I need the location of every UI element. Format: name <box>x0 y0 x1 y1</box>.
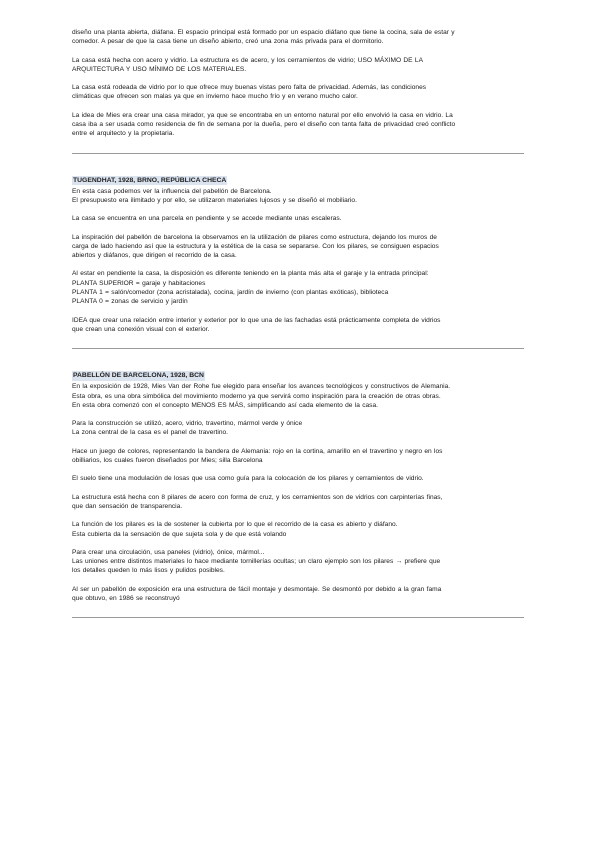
section-tugendhat <box>72 169 528 335</box>
barcelona-paragraph-4: El suelo tiene una modulación de losas que usa como guía para la colocación de los pilares y cerramientos de vidrio. <box>72 475 424 483</box>
tugendhat-paragraph-2: La casa se encuentra en una parcela en pendiente y se accede mediante unas escaleras. <box>72 215 342 223</box>
barcelona-paragraph-2: Para la construcción se utilizó, acero, vidrio, travertino, mármol verde y ónice La zona central de la casa es el panel de travertino. <box>72 420 303 437</box>
intro-paragraph-4: La idea de Mies era crear una casa mirador, ya que se encontraba en un entorno natural por ello envolvió la casa en vidrio. La casa iba a ser usada como residencia de fin de semana por la dueña, pero el diseño con tanta falta de privacidad creó conflicto entre el arquitecto y la propietaria. <box>72 111 456 138</box>
tugendhat-paragraph-1: En esta casa podemos ver la influencia del pabellón de Barcelona. El presupuesto era ilimitado y por ello, se utilizaron materiales lujosos y se diseñó el mobiliario. <box>72 187 357 204</box>
tugendhat-paragraph-5: IDEA que crear una relación entre interior y exterior por lo que una de las fachadas está prácticamente completa de vidrios que crean una conexión visual con el exterior. <box>72 316 441 333</box>
intro-paragraph-2: La casa está hecha con acero y vidrio. La estructura es de acero, y los cerramientos de vidrio; USO MÁXIMO DE LA ARQUITECTURA Y USO MÍNIMO DE LOS MATERIALES. <box>72 56 423 73</box>
barcelona-paragraph-6: La función de los pilares es la de sostener la cubierta por lo que el recorrido de la casa es abierto y diáfano. Esta cubierta da la sensación de que sujeta sola y de que está volando <box>72 521 398 538</box>
section-barcelona <box>72 364 528 603</box>
barcelona-paragraph-7: Para crear una circulación, usa paneles (vidrio), ónice, mármol... Las uniones entre distintos materiales lo hace mediante tornillerías ocultas; un claro ejemplo son los pilares → prefiere que los detalles queden lo más lisos y pulidos posibles. <box>72 548 441 575</box>
barcelona-paragraph-3: Hace un juego de colores, representando la bandera de Alemania: rojo en la cortina, amarillo en el travertino y negro en los obilliarios, los cuales fueron diseñados por Mies; silla Barcelona <box>72 447 443 465</box>
section-divider <box>72 617 524 618</box>
tugendhat-paragraph-4: Al estar en pendiente la casa, la disposición es diferente teniendo en la planta más alta el garaje y la entrada principal: PLANTA SUPERIOR = garaje y habitaciones PLANTA 1 = salón/comedor (zona acristalada), cocina, jardín de invierno (con plantas exóticas), biblioteca PLANTA 0 = zonas de servicio y jardín <box>72 270 429 306</box>
section-heading: TUGENDHAT, 1928, BRNO, REPÚBLICA CHECA <box>73 176 227 184</box>
section-divider <box>72 348 524 349</box>
barcelona-paragraph-8: Al ser un pabellón de exposición era una estructura de fácil montaje y desmontaje. Se desmontó por debido a la gran fama que obtuvo, en 1986 se reconstruyó <box>72 585 442 602</box>
barcelona-paragraph-5: La estructura está hecha con 8 pilares de acero con forma de cruz, y los cerramientos son de vidrios con carpinterías finas, que dan sensación de transparencia. <box>72 493 443 510</box>
intro-paragraph-3: La casa está rodeada de vidrio por lo que ofrece muy buenas vistas pero falta de privacidad. Además, las condiciones climáticas que ofrecen son malas ya que en invierno hace mucho frío y en verano mucho calor. <box>72 84 427 101</box>
section-heading: PABELLÓN DE BARCELONA, 1928, BCN <box>73 372 204 380</box>
document-page <box>72 28 528 633</box>
intro-paragraph-1: diseño una planta abierta, diáfana. El espacio principal está formado por un espacio diáfano que tiene la cocina, sala de estar y comedor. A pesar de que la casa tiene un diseño abierto, creó una zona más privada para el dormitorio. <box>72 29 455 46</box>
section-divider <box>72 153 524 154</box>
barcelona-paragraph-1: En la exposición de 1928, Mies Van der Rohe fue elegido para enseñar los avances tecnológicos y constructivos de Alemania. Esta obra, es una obra simbólica del movimiento moderno ya que servirá como inspiración para la creación de otras obras. En esta obra comenzó con el concepto MENOS ES MÁS, simplificando así cada elemento de la casa. <box>72 383 451 409</box>
tugendhat-paragraph-3: La inspiración del pabellón de barcelona la observamos en la utilización de pilares como estructura, dejando los muros de carga de lado haciendo así que la estructura y la estética de la casa se separarse. Con los pilares, se consiguen espacios abiertos y diáfanos, que dirigen el recorrido de la casa. <box>72 233 439 260</box>
